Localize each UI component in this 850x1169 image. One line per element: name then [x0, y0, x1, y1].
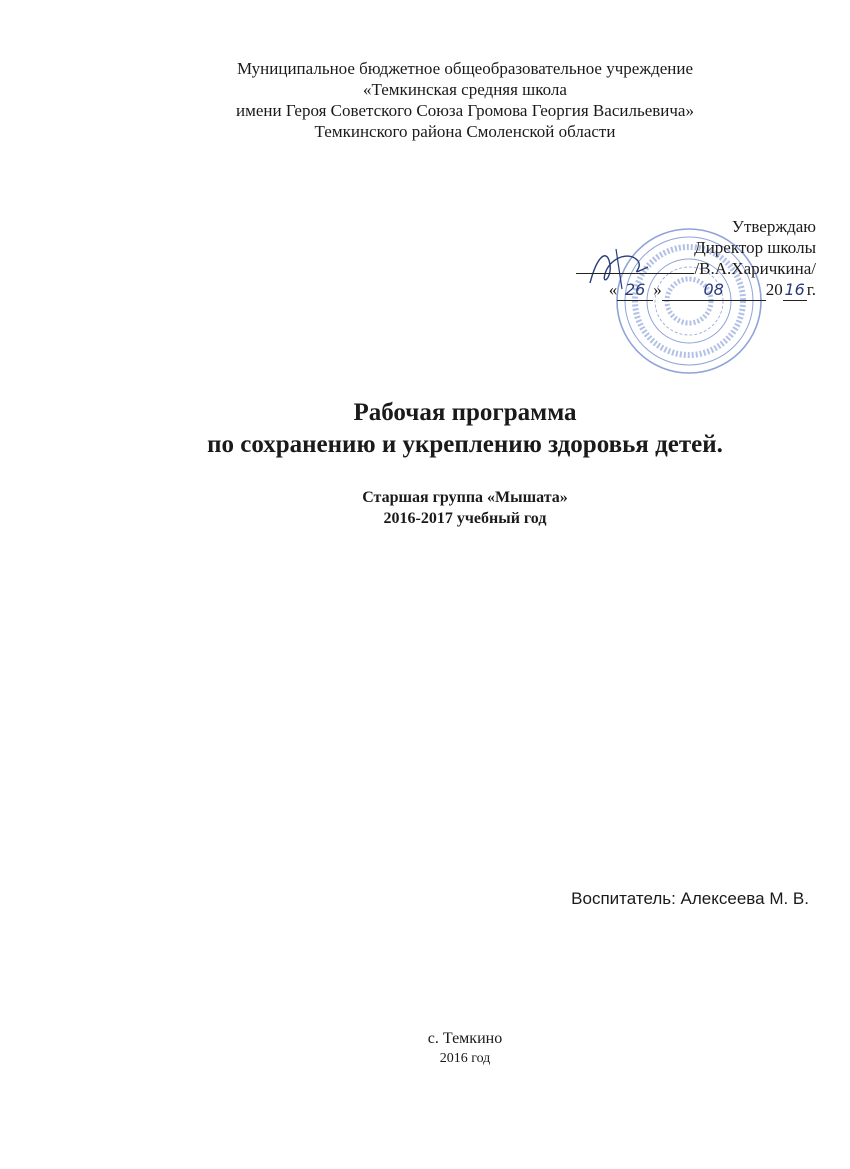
header-line-2: «Темкинская средняя школа [363, 80, 567, 99]
date-close-quote: » [653, 280, 662, 299]
director-name: /В.А.Харичкина/ [694, 259, 816, 278]
approve-label: Утверждаю [731, 217, 816, 236]
date-month: 08 [662, 279, 766, 301]
header-line-4: Темкинского района Смоленской области [314, 122, 616, 141]
title-line-2: по сохранению и укреплению здоровья детей. [207, 431, 723, 458]
header-line-1: Муниципальное бюджетное общеобразовательное учреждение [236, 59, 694, 78]
academic-year: 2016-2017 учебный год [383, 510, 547, 527]
school-header [0, 58, 850, 142]
footer-year: 2016 год [439, 1051, 491, 1066]
header-line-3: имени Героя Советского Союза Громова Георгия Васильевича» [236, 101, 694, 120]
educator-name: Воспитатель: Алексеева М. В. [571, 889, 809, 908]
approval-date [546, 279, 816, 301]
date-year-label: г. [806, 280, 816, 299]
approval-block [546, 216, 816, 301]
director-name-line [546, 258, 816, 279]
place-name: с. Темкино [427, 1030, 503, 1047]
date-open-quote: « [608, 280, 618, 299]
date-year-prefix: 20 [765, 280, 783, 299]
title-line-1: Рабочая программа [353, 399, 577, 426]
signature-line [576, 259, 694, 274]
document-subtitle [0, 487, 850, 529]
document-title [0, 397, 850, 461]
date-day: 26 [617, 279, 653, 301]
director-position: Директор школы [694, 238, 816, 257]
group-name: Старшая группа «Мышата» [362, 489, 568, 506]
date-year-suffix: 16 [784, 280, 805, 299]
document-footer [0, 1029, 850, 1069]
